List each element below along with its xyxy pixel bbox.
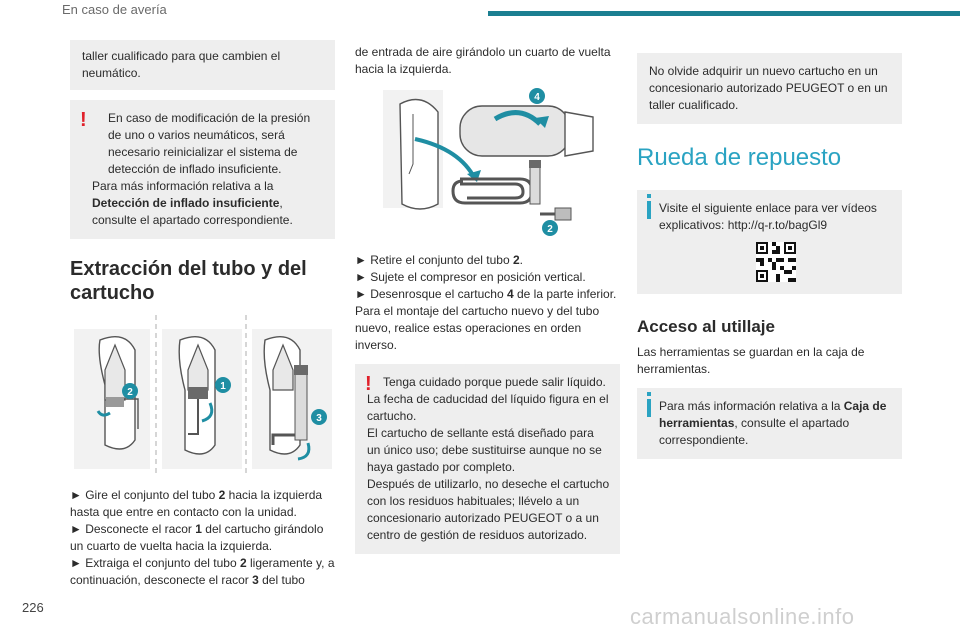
column-3 — [637, 53, 902, 459]
reminder-text: No olvide adquirir un nuevo cartucho en un concesionario autorizado PEUGEOT o en un taller cualificado. — [649, 64, 888, 112]
running-header: En caso de avería — [62, 2, 167, 17]
info-box-toolbox — [637, 388, 902, 459]
section-heading-spare-wheel: Rueda de repuesto — [637, 144, 842, 171]
section-heading-extraction: Extracción del tubo y del cartucho — [70, 258, 307, 304]
qr-code[interactable] — [756, 242, 796, 282]
warning-box-liquid — [355, 364, 620, 554]
cartridge-illustration — [355, 84, 620, 244]
warning-expiry: La fecha de caducidad del líquido figura en el cartucho. — [367, 392, 609, 423]
subheading-tools-access: Acceso al utillaje — [637, 317, 775, 336]
svg-text:2: 2 — [127, 387, 133, 398]
continued-note-box — [70, 40, 335, 90]
reassembly-note: Para el montaje del cartucho nuevo y del tubo nuevo, realice estas operaciones en orden inverso. — [355, 304, 600, 352]
column-2 — [355, 44, 620, 554]
warning-liquid: Tenga cuidado porque puede salir líquido. — [383, 375, 606, 389]
tube-illustration — [70, 315, 335, 475]
svg-text:3: 3 — [316, 413, 322, 424]
info-icon — [647, 399, 651, 417]
warning-disposal: Después de utilizarlo, no deseche el cartucho con los residuos habituales; llévelo a un concesionario autorizado PEUGEOT o a un centro de gestión de residuos autorizado. — [367, 477, 610, 542]
step-remove-tube: ► Retire el conjunto del tubo 2. — [355, 253, 523, 267]
step-disconnect-fitting: ► Desconecte el racor 1 del cartucho girándolo un cuarto de vuelta hacia la izquierda. — [70, 522, 324, 553]
info-toolbox-text: Para más información relativa a la Caja de herramientas, consulte el apartado correspondiente. — [659, 399, 887, 447]
figure-disconnect-tubes — [70, 315, 335, 475]
warning-box-pressure — [70, 100, 335, 239]
step-rotate-tube: ► Gire el conjunto del tubo 2 hacia la izquierda hasta que entre en contacto con la unidad. — [70, 488, 323, 519]
watermark: carmanualsonline.info — [630, 604, 855, 629]
page-number: 226 — [22, 600, 44, 615]
reminder-box — [637, 53, 902, 124]
warning-single-use: El cartucho de sellante está diseñado para un único uso; debe sustituirse aunque no se haya gastado por completo. — [367, 426, 602, 474]
header-accent-bar — [488, 11, 960, 16]
warning-more-info: Para más información relativa a la Detección de inflado insuficiente, consulte el apartado correspondiente. — [92, 179, 293, 227]
svg-text:4: 4 — [534, 92, 540, 103]
continued-note-text: taller cualificado para que cambien el neumático. — [82, 49, 281, 80]
warning-icon: ! — [80, 109, 87, 131]
warning-text: En caso de modificación de la presión de uno o varios neumáticos, será necesario reinicializar el sistema de detección de inflado insuficiente. — [108, 111, 311, 176]
svg-text:2: 2 — [547, 224, 553, 235]
step-hold-compressor: ► Sujete el compresor en posición vertical. — [355, 270, 586, 284]
svg-text:1: 1 — [220, 381, 226, 392]
info-box-videos — [637, 190, 902, 294]
info-icon — [647, 201, 651, 219]
step-extract-tube: ► Extraiga el conjunto del tubo 2 ligeramente y, a continuación, desconecte el racor 3 del tubo — [70, 556, 335, 587]
column-1 — [70, 40, 335, 589]
step-unscrew-cartridge: ► Desenrosque el cartucho 4 de la parte inferior. — [355, 287, 617, 301]
figure-cartridge-removal — [355, 84, 620, 244]
tools-location-text: Las herramientas se guardan en la caja de herramientas. — [637, 345, 865, 376]
continued-text: de entrada de aire girándolo un cuarto de vuelta hacia la izquierda. — [355, 45, 611, 76]
warning-icon: ! — [365, 373, 372, 395]
info-videos-text: Visite el siguiente enlace para ver vídeos explicativos: http://q-r.to/bagGl9 — [659, 201, 877, 232]
